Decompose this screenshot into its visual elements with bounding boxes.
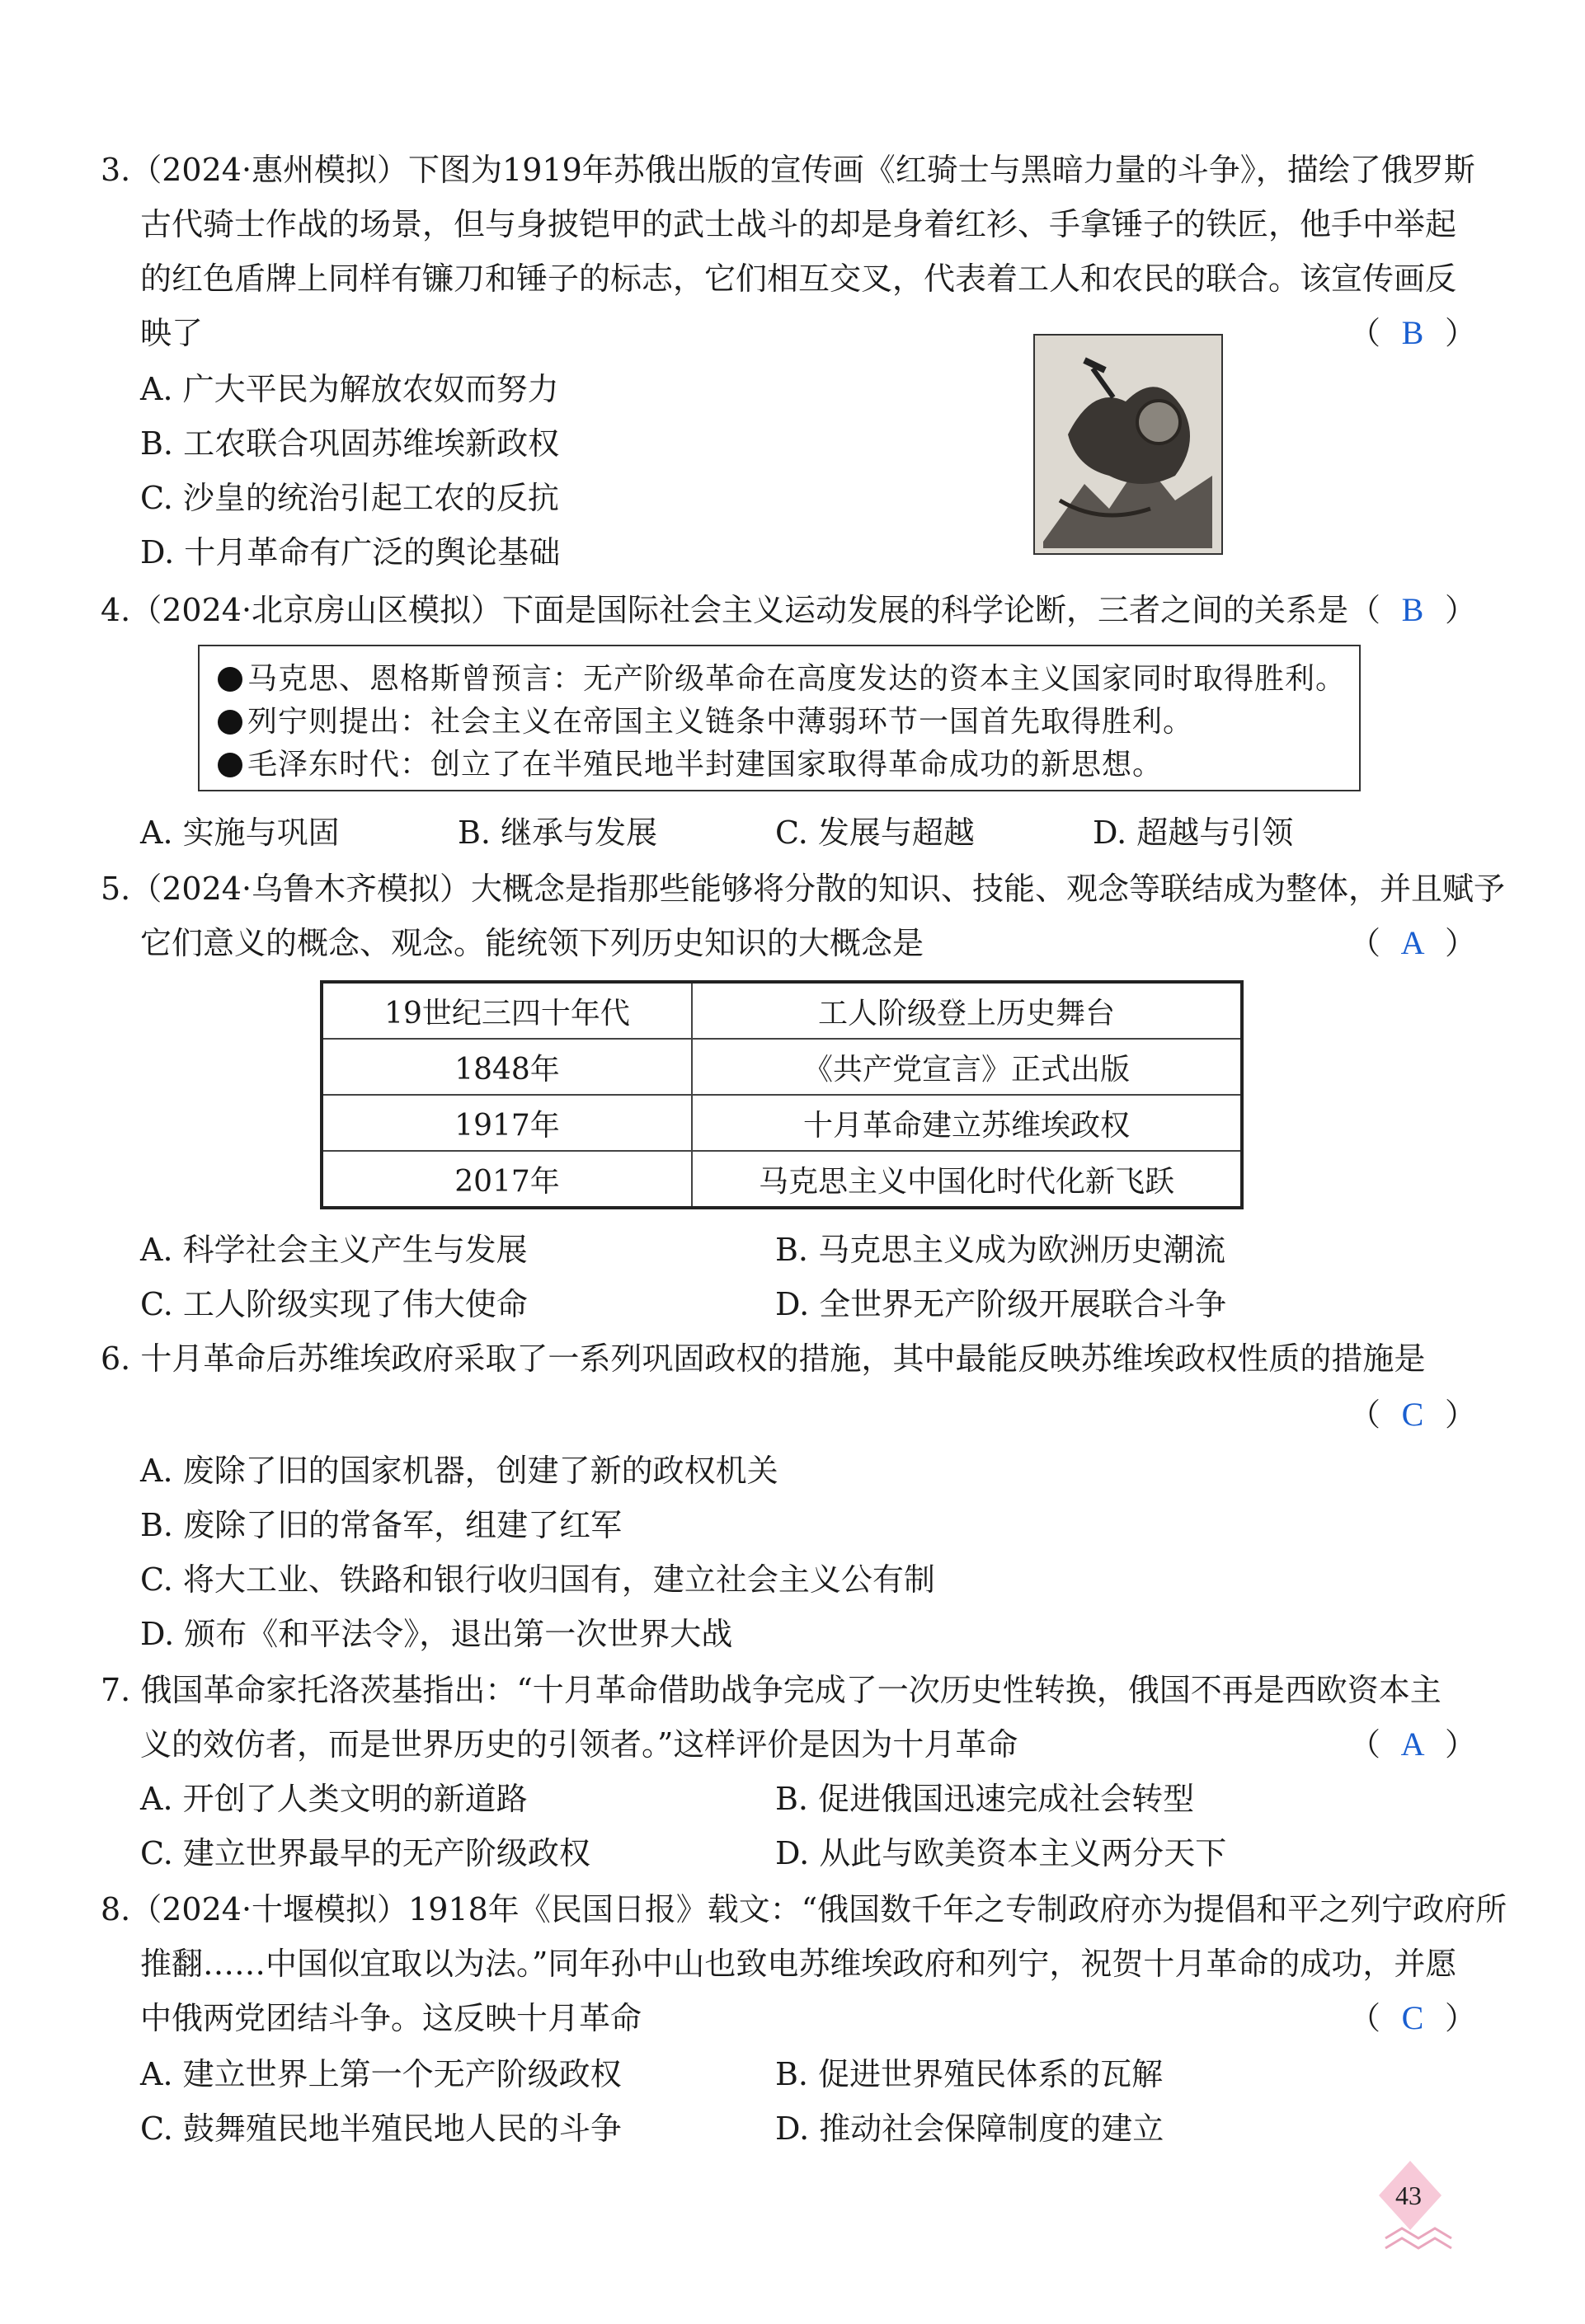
q7-option-c: C. 建立世界最早的无产阶级政权 (140, 1835, 590, 1871)
q7-line-2: 义的效仿者，而是世界历史的引领者。”这样评价是因为十月革命 (140, 1726, 1018, 1763)
q4-option-c: C. 发展与超越 (775, 815, 975, 851)
q4-option-d: D. 超越与引领 (1093, 815, 1294, 851)
propaganda-painting (1033, 334, 1223, 555)
table-row (322, 1151, 1242, 1208)
q8-line-1: 8.（2024·十堰模拟）1918年《民国日报》载文：“俄国数千年之专制政府亦为提倡和平之列宁政府所 (101, 1891, 1507, 1927)
table-row (322, 1095, 1242, 1151)
table-cell: 《共产党宣言》正式出版 (692, 1039, 1242, 1095)
q6-answer: C (1401, 1396, 1424, 1433)
table-cell: 19世纪三四十年代 (322, 982, 692, 1039)
q4-option-b: B. 继承与发展 (458, 815, 658, 851)
q3-line-2: 古代骑士作战的场景，但与身披铠甲的武士战斗的却是身着红衫、手拿锤子的铁匠，他手中举起 (140, 206, 1457, 242)
page-number: 43 (1395, 2180, 1422, 2210)
q4-quote-3: 毛泽东时代：创立了在半殖民地半封建国家取得革命成功的新思想。 (218, 744, 1341, 786)
q4-answer-bracket: （ B ） (1349, 591, 1477, 628)
table-cell: 1917年 (322, 1095, 692, 1151)
q7-answer-bracket: （ A ） (1349, 1725, 1477, 1763)
q3-option-a: A. 广大平民为解放农奴而努力 (140, 371, 559, 407)
q4-stem: 4.（2024·北京房山区模拟）下面是国际社会主义运动发展的科学论断，三者之间的关系是 (101, 592, 1349, 628)
table-row (322, 982, 1242, 1039)
q4-quote-box (198, 645, 1361, 791)
q7-answer: A (1400, 1725, 1425, 1763)
q8-option-b: B. 促进世界殖民体系的瓦解 (775, 2056, 1164, 2092)
bullet-icon (218, 667, 242, 692)
q4-quote-1: 马克思、恩格斯曾预言：无产阶级革命在高度发达的资本主义国家同时取得胜利。 (218, 658, 1341, 701)
q7-line-1: 7. 俄国革命家托洛茨基指出：“十月革命借助战争完成了一次历史性转换，俄国不再是西欧资本主 (101, 1672, 1442, 1708)
q6-option-c: C. 将大工业、铁路和银行收归国有，建立社会主义公有制 (140, 1561, 935, 1598)
q6-option-b: B. 废除了旧的常备军，组建了红军 (140, 1507, 623, 1543)
q4-quote-2: 列宁则提出：社会主义在帝国主义链条中薄弱环节一国首先取得胜利。 (218, 701, 1341, 744)
bullet-icon (218, 710, 242, 735)
q5-option-a: A. 科学社会主义产生与发展 (140, 1232, 528, 1268)
table-cell: 2017年 (322, 1151, 692, 1208)
q8-line-2: 推翻……中国似宜取以为法。”同年孙中山也致电苏维埃政府和列宁，祝贺十月革命的成功，并愿 (140, 1946, 1457, 1982)
table-cell: 工人阶级登上历史舞台 (692, 982, 1242, 1039)
q3-option-b: B. 工农联合巩固苏维埃新政权 (140, 425, 560, 462)
q8-answer-bracket: （ C ） (1349, 1999, 1477, 2036)
q5-answer: A (1400, 924, 1425, 961)
q5-line-2: 它们意义的概念、观念。能统领下列历史知识的大概念是 (140, 925, 924, 961)
q5-option-c: C. 工人阶级实现了伟大使命 (140, 1286, 528, 1322)
q6-answer-bracket: （ C ） (1349, 1396, 1477, 1433)
q5-line-1: 5.（2024·乌鲁木齐模拟）大概念是指那些能够将分散的知识、技能、观念等联结成为整体，并且赋予 (101, 871, 1506, 907)
q8-option-a: A. 建立世界上第一个无产阶级政权 (140, 2056, 622, 2092)
q6-option-a: A. 废除了旧的国家机器，创建了新的政权机关 (140, 1453, 778, 1489)
table-cell: 1848年 (322, 1039, 692, 1095)
q7-option-b: B. 促进俄国迅速完成社会转型 (775, 1781, 1195, 1817)
q5-history-table (320, 980, 1244, 1209)
table-cell: 马克思主义中国化时代化新飞跃 (692, 1151, 1242, 1208)
q3-answer-bracket: （ B ） (1349, 314, 1477, 351)
q3-option-d: D. 十月革命有广泛的舆论基础 (140, 534, 561, 570)
q6-line-1: 6. 十月革命后苏维埃政府采取了一系列巩固政权的措施，其中最能反映苏维埃政权性质的措施是 (101, 1340, 1426, 1377)
q8-answer: C (1401, 1999, 1424, 2036)
q4-answer: B (1401, 591, 1424, 628)
q4-option-a: A. 实施与巩固 (140, 815, 340, 851)
bullet-icon (218, 753, 242, 777)
q8-option-c: C. 鼓舞殖民地半殖民地人民的斗争 (140, 2110, 622, 2147)
q8-line-3: 中俄两党团结斗争。这反映十月革命 (140, 2000, 642, 2036)
table-row (322, 1039, 1242, 1095)
q3-option-c: C. 沙皇的统治引起工农的反抗 (140, 480, 559, 516)
q6-option-d: D. 颁布《和平法令》，退出第一次世界大战 (140, 1616, 733, 1652)
q5-option-d: D. 全世界无产阶级开展联合斗争 (775, 1286, 1227, 1322)
q3-line-1: 3.（2024·惠州模拟）下图为1919年苏俄出版的宣传画《红骑士与黑暗力量的斗争》，描绘了俄罗斯 (101, 152, 1475, 188)
q7-option-d: D. 从此与欧美资本主义两分天下 (775, 1835, 1227, 1871)
q3-line-3: 的红色盾牌上同样有镰刀和锤子的标志，它们相互交叉，代表着工人和农民的联合。该宣传画反 (140, 261, 1457, 297)
table-cell: 十月革命建立苏维埃政权 (692, 1095, 1242, 1151)
q8-option-d: D. 推动社会保障制度的建立 (775, 2110, 1164, 2147)
q5-answer-bracket: （ A ） (1349, 924, 1477, 961)
q3-line-4: 映了 (140, 315, 204, 351)
q5-option-b: B. 马克思主义成为欧洲历史潮流 (775, 1232, 1226, 1268)
q3-answer: B (1401, 314, 1424, 351)
q7-option-a: A. 开创了人类文明的新道路 (140, 1781, 528, 1817)
